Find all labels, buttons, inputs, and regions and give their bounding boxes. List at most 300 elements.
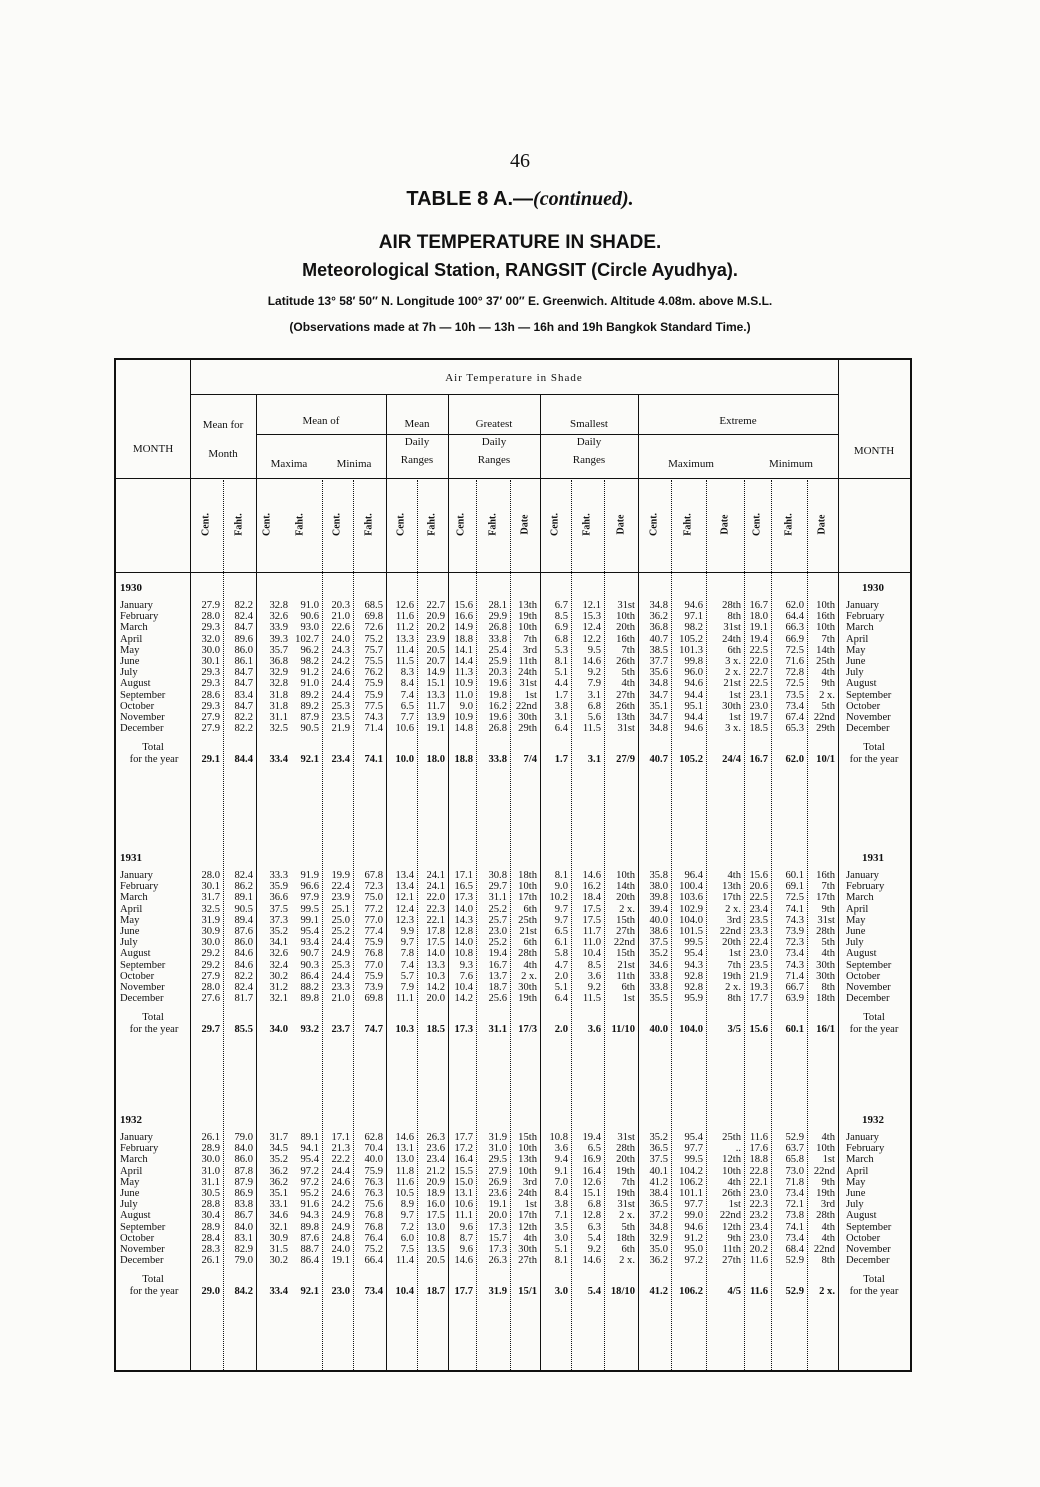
cell-min_f: 70.4 — [364, 1143, 383, 1155]
cell-mdr_f: 21.2 — [426, 1165, 445, 1177]
cell-emin_d: 10th — [816, 1143, 835, 1155]
cell-gdr_d: 1st — [524, 689, 537, 701]
cell-emin_f: 73.8 — [785, 1210, 804, 1222]
cell-min_f: 75.0 — [364, 892, 383, 904]
cell-mean_f: 90.5 — [234, 903, 253, 915]
month-name-left: March — [120, 1154, 148, 1166]
cell-max_c: 35.9 — [269, 881, 288, 893]
cell-max_c: 30.2 — [269, 1255, 288, 1267]
cell-mean_f: 84.6 — [234, 959, 253, 971]
cell-emin_f: 73.4 — [785, 1232, 804, 1244]
cell-emax_f: 94.6 — [684, 678, 703, 690]
cell-emax_d: 3 x. — [725, 723, 741, 735]
cell-emin_c: 19.1 — [749, 622, 768, 634]
cell-emax_c: 36.8 — [649, 622, 668, 634]
cell-mean_c: 27.6 — [201, 993, 220, 1005]
cell-gdr_c: 17.1 — [454, 870, 473, 881]
cell-max_c: 30.9 — [269, 1232, 288, 1244]
month-name-right: November — [846, 982, 891, 993]
cell-mdr_c: 7.4 — [400, 689, 414, 701]
cell-emax_c: 36.2 — [649, 1255, 668, 1267]
cell-emax_d: 24th — [722, 633, 741, 645]
cell-emin_c: 22.7 — [749, 667, 768, 679]
cell-emax_c: 35.2 — [649, 1132, 668, 1143]
month-name-left: January — [120, 600, 153, 611]
cell-sdr_c: 2.0 — [554, 970, 568, 982]
cell-mdr_f: 22.0 — [426, 892, 445, 904]
cell-sdr_d: 2 x. — [619, 903, 635, 915]
month-name-left: December — [120, 993, 164, 1005]
year-label-right: 1932 — [862, 1114, 884, 1126]
cell-emin_f: 74.3 — [785, 914, 804, 926]
cell-emin_f: 73.4 — [785, 948, 804, 960]
cell-min_c: 24.9 — [331, 1221, 350, 1233]
cell-emin_d: 30th — [816, 959, 835, 971]
total-gdr_f: 31.1 — [488, 1024, 507, 1036]
cell-emax_d: 13th — [722, 881, 741, 893]
cell-max_c: 37.5 — [269, 903, 288, 915]
month-name-left: September — [120, 689, 166, 701]
cell-emax_f: 99.0 — [684, 1210, 703, 1222]
total-max_c: 34.0 — [269, 1024, 288, 1036]
cell-emax_d: 11th — [722, 1244, 741, 1255]
cell-sdr_c: 4.7 — [554, 959, 568, 971]
cell-emax_c: 35.5 — [649, 993, 668, 1005]
month-name-right: May — [846, 914, 866, 926]
cell-mean_c: 30.5 — [201, 1188, 220, 1199]
cell-gdr_d: 19th — [518, 993, 537, 1005]
cell-emin_d: 3rd — [820, 1199, 835, 1211]
month-name-right: October — [846, 1232, 881, 1244]
minima-header: Minima — [336, 458, 372, 470]
cell-max_f: 90.3 — [300, 959, 319, 971]
cell-mdr_c: 6.0 — [400, 1232, 414, 1244]
cell-gdr_d: 28th — [518, 948, 537, 960]
cell-emin_c: 22.0 — [749, 656, 768, 667]
cell-emin_c: 20.2 — [749, 1244, 768, 1255]
unit-date-label: Date — [816, 514, 828, 535]
month-name-right: April — [846, 1165, 869, 1177]
cell-max_c: 35.2 — [269, 926, 288, 937]
cell-emax_c: 37.5 — [649, 937, 668, 949]
cell-mean_c: 26.1 — [201, 1255, 220, 1267]
cell-emax_c: 41.2 — [649, 1176, 668, 1188]
cell-max_f: 91.9 — [300, 870, 319, 881]
cell-min_c: 23.3 — [331, 982, 350, 993]
cell-max_c: 31.8 — [269, 700, 288, 712]
cell-emin_c: 15.6 — [749, 870, 768, 881]
month-name-right: January — [846, 600, 879, 611]
month-name-right: October — [846, 970, 881, 982]
cell-emin_f: 72.1 — [785, 1199, 804, 1211]
total-min_f: 74.1 — [364, 754, 383, 766]
cell-max_c: 32.6 — [269, 948, 288, 960]
total-emin_c: 15.6 — [749, 1024, 768, 1036]
cell-min_f: 75.9 — [364, 970, 383, 982]
cell-gdr_f: 31.0 — [488, 1143, 507, 1155]
cell-gdr_f: 18.7 — [488, 982, 507, 993]
cell-gdr_f: 16.7 — [488, 959, 507, 971]
cell-mean_f: 82.2 — [234, 600, 253, 611]
cell-mdr_f: 17.5 — [426, 1210, 445, 1222]
cell-emin_d: 8th — [821, 1255, 835, 1267]
cell-max_f: 88.7 — [300, 1244, 319, 1255]
unit-cent-label: Cent. — [395, 512, 407, 537]
cell-gdr_f: 26.9 — [488, 1176, 507, 1188]
cell-emax_f: 94.6 — [684, 723, 703, 735]
total-mdr_f: 18.7 — [426, 1286, 445, 1298]
cell-emin_f: 52.9 — [785, 1132, 804, 1143]
cell-emax_d: 12th — [722, 1154, 741, 1166]
cell-min_c: 24.6 — [331, 1176, 350, 1188]
cell-sdr_f: 10.4 — [582, 948, 601, 960]
cell-sdr_d: 27th — [616, 926, 635, 937]
cell-max_f: 97.2 — [300, 1165, 319, 1177]
cell-sdr_f: 16.9 — [582, 1154, 601, 1166]
cell-min_f: 77.2 — [364, 903, 383, 915]
cell-min_f: 76.3 — [364, 1188, 383, 1199]
total-emin_d: 10/1 — [816, 754, 835, 766]
month-name-right: August — [846, 1210, 877, 1222]
month-name-right: December — [846, 993, 890, 1005]
cell-mdr_c: 11.4 — [395, 644, 414, 656]
cell-sdr_c: 3.0 — [554, 1232, 568, 1244]
year-label-left: 1931 — [120, 852, 142, 864]
greatest-daily-ranges-header: Ranges — [477, 454, 511, 466]
month-name-right: February — [846, 1143, 885, 1155]
cell-emin_f: 74.1 — [785, 1221, 804, 1233]
cell-emin_c: 22.3 — [749, 1199, 768, 1211]
cell-min_c: 23.5 — [331, 712, 350, 723]
cell-gdr_c: 10.4 — [454, 982, 473, 993]
cell-min_c: 21.0 — [331, 611, 350, 623]
cell-emax_d: 4th — [727, 1176, 741, 1188]
unit-date-label: Date — [519, 514, 531, 535]
total-label-right: Total — [863, 742, 885, 754]
cell-mean_c: 28.8 — [201, 1199, 220, 1211]
cell-gdr_d: 29th — [518, 723, 537, 735]
total-mdr_c: 10.4 — [395, 1286, 414, 1298]
cell-sdr_d: 31st — [617, 1132, 635, 1143]
cell-emin_d: 28th — [816, 1210, 835, 1222]
total-min_f: 73.4 — [364, 1286, 383, 1298]
cell-emin_f: 74.3 — [785, 959, 804, 971]
cell-mean_c: 27.9 — [201, 970, 220, 982]
cell-mean_f: 84.7 — [234, 678, 253, 690]
cell-emax_d: 10th — [722, 1165, 741, 1177]
total-sdr_d: 18/10 — [610, 1286, 635, 1298]
cell-gdr_d: 3rd — [522, 1176, 537, 1188]
cell-mean_c: 30.4 — [201, 1210, 220, 1222]
month-name-right: December — [846, 1255, 890, 1267]
cell-sdr_d: 20th — [616, 1154, 635, 1166]
cell-sdr_c: 3.8 — [554, 1199, 568, 1211]
cell-gdr_c: 14.3 — [454, 914, 473, 926]
cell-gdr_d: 7th — [523, 633, 537, 645]
cell-gdr_c: 11.3 — [454, 667, 473, 679]
cell-sdr_f: 5.4 — [587, 1232, 601, 1244]
month-name-right: March — [846, 622, 874, 634]
cell-mdr_f: 18.9 — [426, 1188, 445, 1199]
cell-emin_d: 31st — [817, 914, 835, 926]
cell-mean_f: 89.4 — [234, 914, 253, 926]
cell-emax_f: 106.2 — [679, 1176, 703, 1188]
cell-mean_c: 29.3 — [201, 678, 220, 690]
cell-min_c: 24.4 — [331, 970, 350, 982]
cell-max_c: 33.1 — [269, 1199, 288, 1211]
cell-emax_d: 7th — [727, 959, 741, 971]
cell-sdr_c: 3.8 — [554, 700, 568, 712]
month-name-left: April — [120, 1165, 143, 1177]
cell-gdr_c: 15.5 — [454, 1165, 473, 1177]
cell-emin_f: 63.9 — [785, 993, 804, 1005]
cell-sdr_f: 15.3 — [582, 611, 601, 623]
cell-gdr_c: 16.4 — [454, 1154, 473, 1166]
cell-emax_d: 28th — [722, 600, 741, 611]
cell-mdr_c: 7.7 — [400, 712, 414, 723]
cell-emax_c: 36.2 — [649, 611, 668, 623]
month-name-left: July — [120, 667, 138, 679]
cell-emin_d: 30th — [816, 970, 835, 982]
cell-gdr_d: 15th — [518, 1132, 537, 1143]
cell-gdr_d: 10th — [518, 881, 537, 893]
cell-mdr_f: 13.3 — [426, 689, 445, 701]
cell-emax_c: 40.1 — [649, 1165, 668, 1177]
cell-emax_f: 99.5 — [684, 937, 703, 949]
month-name-left: March — [120, 622, 148, 634]
month-name-right: August — [846, 678, 877, 690]
cell-max_c: 36.2 — [269, 1165, 288, 1177]
smallest-daily-ranges-header: Smallest — [570, 418, 608, 430]
cell-gdr_f: 29.7 — [488, 881, 507, 893]
cell-sdr_d: 26th — [616, 700, 635, 712]
total-gdr_c: 18.8 — [454, 754, 473, 766]
total-label-left: Total — [142, 1012, 164, 1024]
cell-mdr_c: 11.8 — [395, 1165, 414, 1177]
cell-mdr_f: 13.5 — [426, 1244, 445, 1255]
month-name-right: February — [846, 881, 885, 893]
total-emax_f: 105.2 — [679, 754, 703, 766]
month-name-left: October — [120, 1232, 155, 1244]
cell-min_f: 75.2 — [364, 633, 383, 645]
cell-gdr_f: 19.8 — [488, 689, 507, 701]
cell-min_f: 75.9 — [364, 689, 383, 701]
cell-sdr_d: 1st — [622, 993, 635, 1005]
cell-sdr_d: 18th — [616, 1232, 635, 1244]
cell-gdr_c: 16.6 — [454, 611, 473, 623]
cell-gdr_d: 22nd — [515, 700, 537, 712]
cell-max_c: 37.3 — [269, 914, 288, 926]
cell-mean_f: 82.4 — [234, 611, 253, 623]
cell-sdr_c: 10.2 — [549, 892, 568, 904]
cell-mean_f: 86.0 — [234, 937, 253, 949]
cell-sdr_d: 16th — [616, 633, 635, 645]
cell-emax_d: 17th — [722, 892, 741, 904]
cell-gdr_d: 10th — [518, 1165, 537, 1177]
total-mean_c: 29.0 — [201, 1286, 220, 1298]
cell-min_c: 21.0 — [331, 993, 350, 1005]
cell-mean_f: 87.9 — [234, 1176, 253, 1188]
cell-min_f: 75.9 — [364, 937, 383, 949]
cell-emax_c: 40.0 — [649, 914, 668, 926]
cell-mean_f: 84.7 — [234, 700, 253, 712]
cell-gdr_c: 14.0 — [454, 937, 473, 949]
maxima-header: Maxima — [270, 458, 308, 470]
cell-min_f: 76.3 — [364, 1176, 383, 1188]
cell-mean_f: 89.1 — [234, 892, 253, 904]
cell-gdr_c: 14.0 — [454, 903, 473, 915]
total-label-right: Total — [863, 1012, 885, 1024]
cell-min_f: 69.8 — [364, 993, 383, 1005]
cell-emax_c: 38.4 — [649, 1188, 668, 1199]
cell-gdr_d: 3rd — [522, 644, 537, 656]
cell-max_c: 35.2 — [269, 1154, 288, 1166]
cell-mdr_c: 13.1 — [395, 1143, 414, 1155]
unit-faht-label: Faht. — [581, 513, 593, 536]
total-emax_c: 40.7 — [649, 754, 668, 766]
cell-emax_d: 1st — [728, 689, 741, 701]
total-sdr_d: 27/9 — [616, 754, 635, 766]
cell-mean_c: 32.5 — [201, 903, 220, 915]
cell-emin_d: 2 x. — [819, 689, 835, 701]
mean-of-header: Mean of — [302, 415, 340, 427]
cell-min_c: 24.2 — [331, 656, 350, 667]
cell-mdr_c: 10.5 — [395, 1188, 414, 1199]
cell-max_c: 32.4 — [269, 959, 288, 971]
cell-emax_d: 21st — [723, 678, 741, 690]
cell-sdr_c: 9.4 — [554, 1154, 568, 1166]
cell-mdr_c: 8.9 — [400, 1199, 414, 1211]
cell-sdr_d: 21st — [617, 959, 635, 971]
cell-emax_f: 104.2 — [679, 1165, 703, 1177]
cell-mdr_c: 9.7 — [400, 1210, 414, 1222]
cell-max_c: 31.7 — [269, 1132, 288, 1143]
cell-sdr_d: 5th — [621, 667, 635, 679]
cell-max_c: 32.6 — [269, 611, 288, 623]
cell-mean_c: 28.9 — [201, 1143, 220, 1155]
cell-min_c: 24.2 — [331, 1199, 350, 1211]
cell-mdr_c: 7.4 — [400, 959, 414, 971]
cell-gdr_f: 33.8 — [488, 633, 507, 645]
cell-sdr_f: 6.8 — [587, 1199, 601, 1211]
total-emin_d: 2 x. — [819, 1286, 835, 1298]
cell-mdr_f: 10.8 — [426, 1232, 445, 1244]
cell-sdr_f: 14.6 — [582, 870, 601, 881]
cell-mdr_f: 20.9 — [426, 1176, 445, 1188]
cell-emax_c: 34.8 — [649, 678, 668, 690]
cell-max_f: 86.4 — [300, 1255, 319, 1267]
cell-emax_f: 97.2 — [684, 1255, 703, 1267]
cell-mdr_f: 20.7 — [426, 656, 445, 667]
cell-emax_d: 19th — [722, 970, 741, 982]
cell-max_c: 33.3 — [269, 870, 288, 881]
cell-sdr_c: 3.1 — [554, 712, 568, 723]
cell-gdr_d: 30th — [518, 1244, 537, 1255]
cell-gdr_c: 8.7 — [459, 1232, 473, 1244]
cell-gdr_c: 11.0 — [454, 689, 473, 701]
month-name-right: January — [846, 870, 879, 881]
cell-mdr_f: 14.2 — [426, 982, 445, 993]
greatest-daily-ranges-header: Greatest — [475, 418, 513, 430]
total-mean_f: 85.5 — [234, 1024, 253, 1036]
month-name-left: November — [120, 982, 165, 993]
cell-sdr_d: 22nd — [613, 937, 635, 949]
cell-emin_f: 73.5 — [785, 689, 804, 701]
total-emin_d: 16/1 — [816, 1024, 835, 1036]
month-name-right: August — [846, 948, 877, 960]
cell-max_f: 89.8 — [300, 993, 319, 1005]
month-name-left: August — [120, 678, 151, 690]
month-name-left: June — [120, 926, 140, 937]
year-label-left: 1932 — [120, 1114, 142, 1126]
cell-mdr_f: 20.5 — [426, 644, 445, 656]
cell-mean_f: 79.0 — [234, 1132, 253, 1143]
cell-emin_f: 72.3 — [785, 937, 804, 949]
cell-mdr_c: 9.7 — [400, 937, 414, 949]
total-sdr_d: 11/10 — [611, 1024, 635, 1036]
cell-gdr_c: 9.3 — [459, 959, 473, 971]
cell-emin_d: 29th — [816, 723, 835, 735]
cell-mdr_f: 11.7 — [426, 700, 445, 712]
cell-emax_c: 37.7 — [649, 656, 668, 667]
cell-max_f: 90.7 — [300, 948, 319, 960]
cell-sdr_f: 9.2 — [587, 1244, 601, 1255]
cell-max_c: 31.1 — [269, 712, 288, 723]
cell-min_c: 24.0 — [331, 633, 350, 645]
cell-min_f: 76.8 — [364, 948, 383, 960]
cell-sdr_c: 3.5 — [554, 1221, 568, 1233]
cell-max_f: 93.4 — [300, 937, 319, 949]
cell-sdr_f: 18.4 — [582, 892, 601, 904]
cell-emin_d: 25th — [816, 656, 835, 667]
cell-gdr_f: 16.2 — [488, 700, 507, 712]
cell-gdr_f: 17.3 — [488, 1221, 507, 1233]
cell-sdr_f: 16.2 — [582, 881, 601, 893]
cell-mdr_f: 23.6 — [426, 1143, 445, 1155]
cell-max_c: 36.6 — [269, 892, 288, 904]
cell-min_f: 67.8 — [364, 870, 383, 881]
cell-mean_c: 31.9 — [201, 914, 220, 926]
cell-max_f: 90.5 — [300, 723, 319, 735]
unit-faht-label: Faht. — [783, 513, 795, 536]
cell-sdr_d: 31st — [617, 723, 635, 735]
cell-mdr_f: 20.9 — [426, 611, 445, 623]
cell-min_f: 72.3 — [364, 881, 383, 893]
cell-mdr_f: 23.4 — [426, 1154, 445, 1166]
cell-gdr_d: 30th — [518, 712, 537, 723]
unit-faht-label: Faht. — [294, 513, 306, 536]
cell-mean_c: 29.3 — [201, 667, 220, 679]
cell-emax_c: 35.1 — [649, 700, 668, 712]
month-name-right: October — [846, 700, 881, 712]
cell-min_f: 76.8 — [364, 1221, 383, 1233]
cell-min_f: 75.9 — [364, 1165, 383, 1177]
cell-emin_f: 73.9 — [785, 926, 804, 937]
cell-emin_d: 9th — [821, 678, 835, 690]
cell-emax_d: 30th — [722, 700, 741, 712]
cell-emin_f: 73.4 — [785, 1188, 804, 1199]
cell-mean_c: 30.0 — [201, 937, 220, 949]
cell-emin_d: 28th — [816, 926, 835, 937]
cell-gdr_c: 18.8 — [454, 633, 473, 645]
cell-emin_d: 9th — [821, 903, 835, 915]
month-name-right: January — [846, 1132, 879, 1143]
cell-emax_c: 33.8 — [649, 982, 668, 993]
cell-emax_d: 9th — [727, 1232, 741, 1244]
month-subheader: Month — [208, 448, 238, 460]
total-year-label-right: for the year — [849, 1286, 899, 1298]
month-name-left: April — [120, 903, 143, 915]
